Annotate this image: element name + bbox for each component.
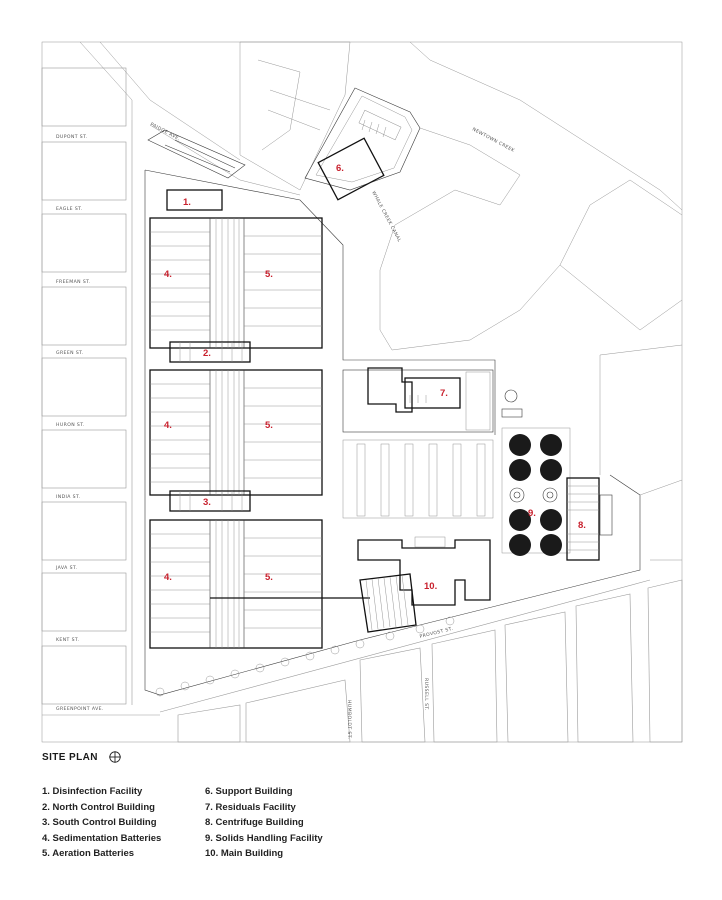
legend-item-2: 2. North Control Building [42,801,155,813]
south-battery [150,520,370,648]
building-label-10: 10. [424,581,438,592]
legend-item-10: 10. Main Building [205,848,284,859]
west-city-blocks [42,68,160,715]
plan-frame [42,42,682,742]
legend-item-9: 9. Solids Handling Facility [205,832,323,844]
waterway-label-newtown: NEWTOWN CREEK [471,127,516,154]
middle-battery [150,370,322,495]
street-label-eagle: EAGLE ST. [56,207,83,212]
legend-item-3: 3. South Control Building [42,817,157,828]
plant-perimeter [145,170,640,695]
legend-list-left [42,784,161,862]
street-label-huron: HURON ST. [56,423,85,428]
building-label-4-south: 4. [164,572,172,583]
building-1-outline [167,190,222,210]
street-label-humboldt: HUMBOLDT ST. [346,700,351,740]
legend-item-1: 1. Disinfection Facility [42,786,143,797]
legend-item-7: 7. Residuals Facility [205,801,296,813]
north-battery [150,218,322,348]
street-label-freeman: FREEMAN ST. [56,280,91,285]
street-label-dupont: DUPONT ST. [56,135,88,140]
support-building-site [305,88,420,200]
street-label-java: JAVA ST. [56,566,78,571]
street-label-greenpoint: GREENPOINT AVE. [56,707,104,712]
building-label-5-middle: 5. [265,420,273,431]
building-label-9: 9. [528,508,536,519]
street-label-provost: PROVOST ST. [419,626,454,640]
tree-line [156,617,454,696]
legend-item-6: 6. Support Building [205,786,293,797]
street-label-russell: RUSSELL ST. [423,678,428,711]
building-label-8: 8. [578,520,586,531]
waterway-label-whale: WHALE CREEK CANAL [370,190,402,244]
building-label-6: 6. [336,163,344,174]
building-label-3: 3. [203,497,211,508]
legend-item-4: 4. Sedimentation Batteries [42,832,162,844]
street-label-india: INDIA ST. [56,495,81,500]
garage-structure [148,130,245,178]
building-label-5-south: 5. [265,572,273,583]
legend-title: SITE PLAN [42,752,98,763]
building-label-2: 2. [203,348,211,359]
legend-item-8: 8. Centrifuge Building [205,817,304,828]
building-label-7: 7. [440,388,448,399]
waterways [380,42,682,560]
parking-area [343,440,493,518]
street-label-kent: KENT ST. [56,638,80,643]
south-city-blocks [160,580,682,742]
building-label-5-north: 5. [265,269,273,280]
legend-list-right [205,784,323,862]
centrifuge-building [567,478,612,560]
legend-item-5: 5. Aeration Batteries [42,848,135,859]
street-label-green: GREEN ST. [56,351,84,356]
solids-handling-facility [502,428,570,556]
building-label-1: 1. [183,197,191,208]
building-label-4-middle: 4. [164,420,172,431]
north-arrow-icon [109,751,121,763]
street-label-paidge: PAIDGE AVE. [149,122,181,143]
building-label-4-north: 4. [164,269,172,280]
